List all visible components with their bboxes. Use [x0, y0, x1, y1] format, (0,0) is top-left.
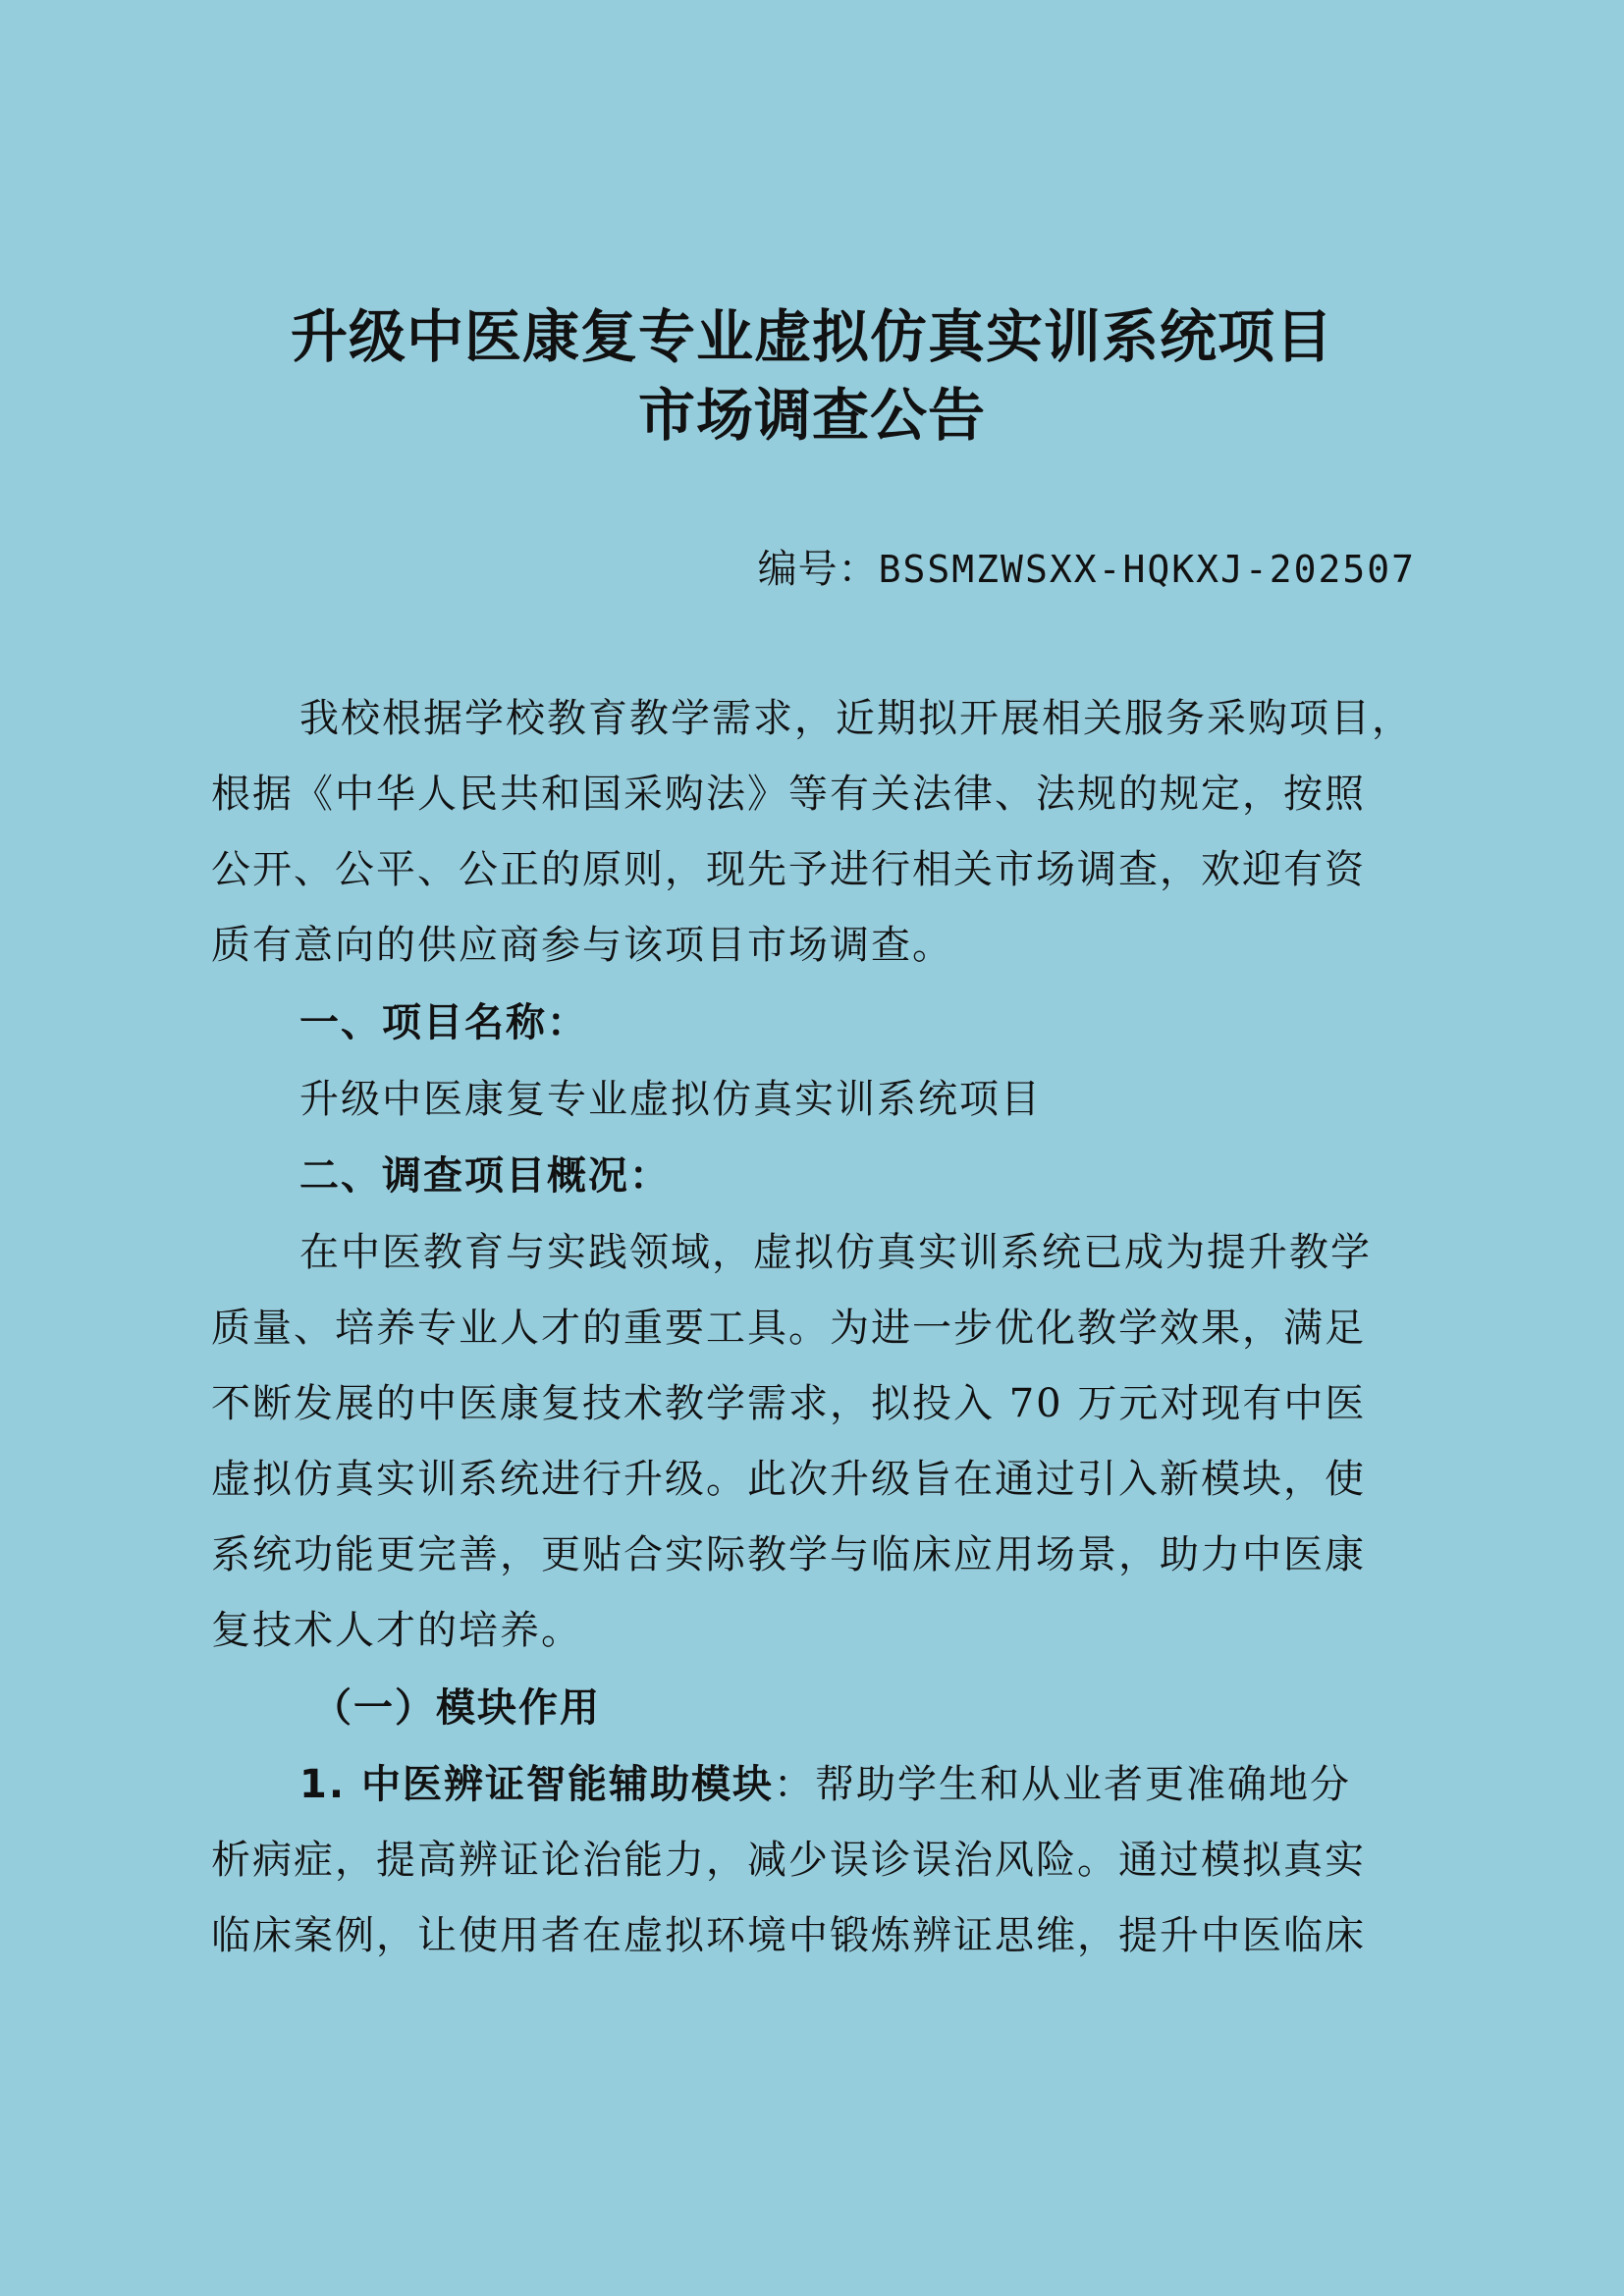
section-2-line-5: 系统功能更完善，更贴合实际教学与临床应用场景，助力中医康 — [211, 1532, 1366, 1577]
document-title-line-1: 升级中医康复专业虚拟仿真实训系统项目 — [290, 303, 1333, 370]
section-1-heading: 一、项目名称： — [299, 1000, 588, 1045]
document-number — [758, 538, 1416, 594]
item-1-label: 1. 中医辨证智能辅助模块 — [299, 1762, 774, 1807]
intro-line-2: 根据《中华人民共和国采购法》等有关法律、法规的规定，按照 — [211, 772, 1366, 817]
section-2-line-2: 质量、培养专业人才的重要工具。为进一步优化教学效果，满足 — [211, 1306, 1366, 1351]
item-1-line-3: 临床案例，让使用者在虚拟环境中锻炼辨证思维，提升中医临床 — [211, 1913, 1366, 1958]
document-number-label: 编号： — [757, 547, 879, 592]
section-1-body: 升级中医康复专业虚拟仿真实训系统项目 — [299, 1077, 1042, 1122]
section-2-heading: 二、调查项目概况： — [299, 1153, 671, 1199]
section-2-line-4: 虚拟仿真实训系统进行升级。此次升级旨在通过引入新模块，使 — [211, 1457, 1366, 1502]
item-1-line-2: 析病症，提高辨证论治能力，减少误诊误治风险。通过模拟真实 — [211, 1838, 1366, 1883]
document-title-line-2: 市场调查公告 — [637, 382, 986, 449]
section-2-line-6: 复技术人才的培养。 — [211, 1608, 582, 1653]
intro-line-3: 公开、公平、公正的原则，现先予进行相关市场调查，欢迎有资 — [211, 847, 1366, 892]
section-2-line-1: 在中医教育与实践领域，虚拟仿真实训系统已成为提升教学 — [299, 1230, 1372, 1275]
subsection-heading: （一）模块作用 — [312, 1684, 601, 1731]
document-number-value: BSSMZWSXX-HQKXJ-202507 — [878, 548, 1416, 591]
intro-line-1: 我校根据学校教育教学需求，近期拟开展相关服务采购项目， — [299, 696, 1413, 741]
intro-line-4: 质有意向的供应商参与该项目市场调查。 — [211, 923, 953, 968]
section-2-line-3: 不断发展的中医康复技术教学需求，拟投入 70 万元对现有中医 — [211, 1381, 1367, 1426]
item-1-line-1 — [299, 1753, 1351, 1809]
item-1-text-1: ：帮助学生和从业者更准确地分 — [773, 1762, 1351, 1807]
